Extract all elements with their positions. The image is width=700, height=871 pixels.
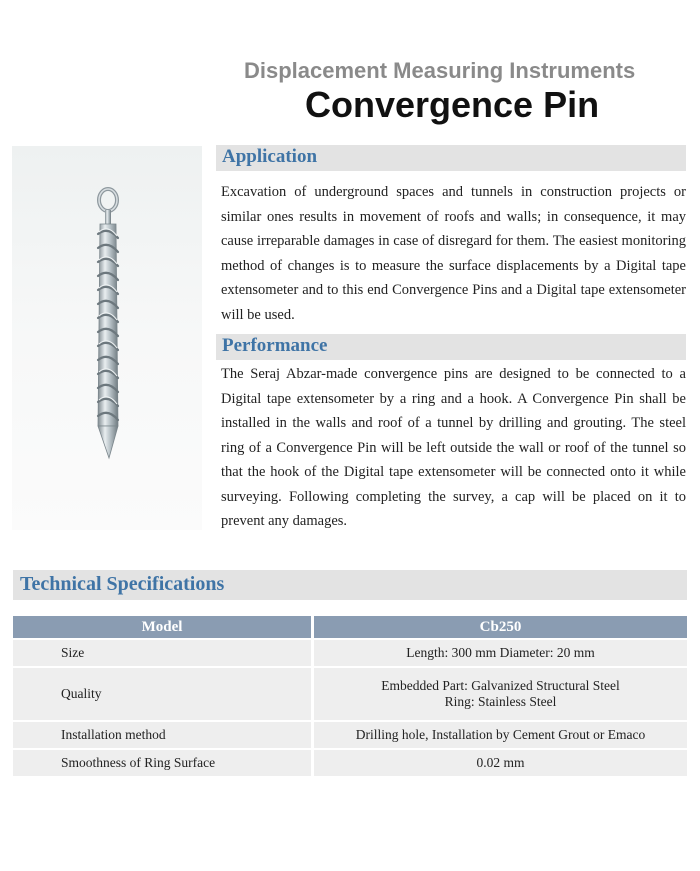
spec-label-quality: Quality [13,668,314,720]
specs-header-row [13,616,687,638]
application-text: Excavation of underground spaces and tunnels in construction projects or similar ones results in movement of roofs and walls; in consequence, it may cause irreparable damages in case of disregard for them. The easiest monitoring method of changes is to measure the surface displacements by a Digital tape extensometer and to this end Convergence Pins and a Digital tape extensometer will be used. [221,184,686,323]
table-row [13,668,687,720]
table-row [13,722,687,748]
performance-heading-bar [216,334,686,360]
application-heading: Application [222,146,318,167]
spec-value-quality-line2: Ring: Stainless Steel [444,694,557,709]
table-row [13,750,687,776]
specs-heading: Technical Specifications [20,573,225,595]
convergence-pin-illustration-icon [12,146,202,530]
spec-value-smoothness: 0.02 mm [314,750,687,776]
page-title: Convergence Pin [305,84,600,125]
page-subtitle: Displacement Measuring Instruments [244,58,636,83]
spec-label-size: Size [13,640,314,666]
performance-heading: Performance [222,335,328,356]
specs-heading-bar [13,570,687,600]
spec-label-smoothness: Smoothness of Ring Surface [13,750,314,776]
table-row [13,640,687,666]
spec-label-installation: Installation method [13,722,314,748]
column-header-model: Model [13,616,314,638]
application-heading-bar [216,145,686,171]
spec-value-quality-line1: Embedded Part: Galvanized Structural Steel [381,678,620,693]
spec-value-size: Length: 300 mm Diameter: 20 mm [314,640,687,666]
product-image-panel [12,146,202,530]
spec-value-installation: Drilling hole, Installation by Cement Grout or Emaco [314,722,687,748]
column-header-cb250: Cb250 [314,616,687,638]
specs-table [13,614,687,778]
spec-value-quality [314,668,687,720]
performance-text: The Seraj Abzar-made convergence pins are designed to be connected to a Digital tape extensometer by a ring and a hook. A Convergence Pin shall be installed in the walls and roof of a tunnel by drilling and grouting. The steel ring of a Convergence Pin will be left outside the wall or roof of the tunnel so that the hook of the Digital tape extensometer will be connected onto it while surveying. Following completing the survey, a cap will be placed on it to prevent any damages. [221,366,686,529]
